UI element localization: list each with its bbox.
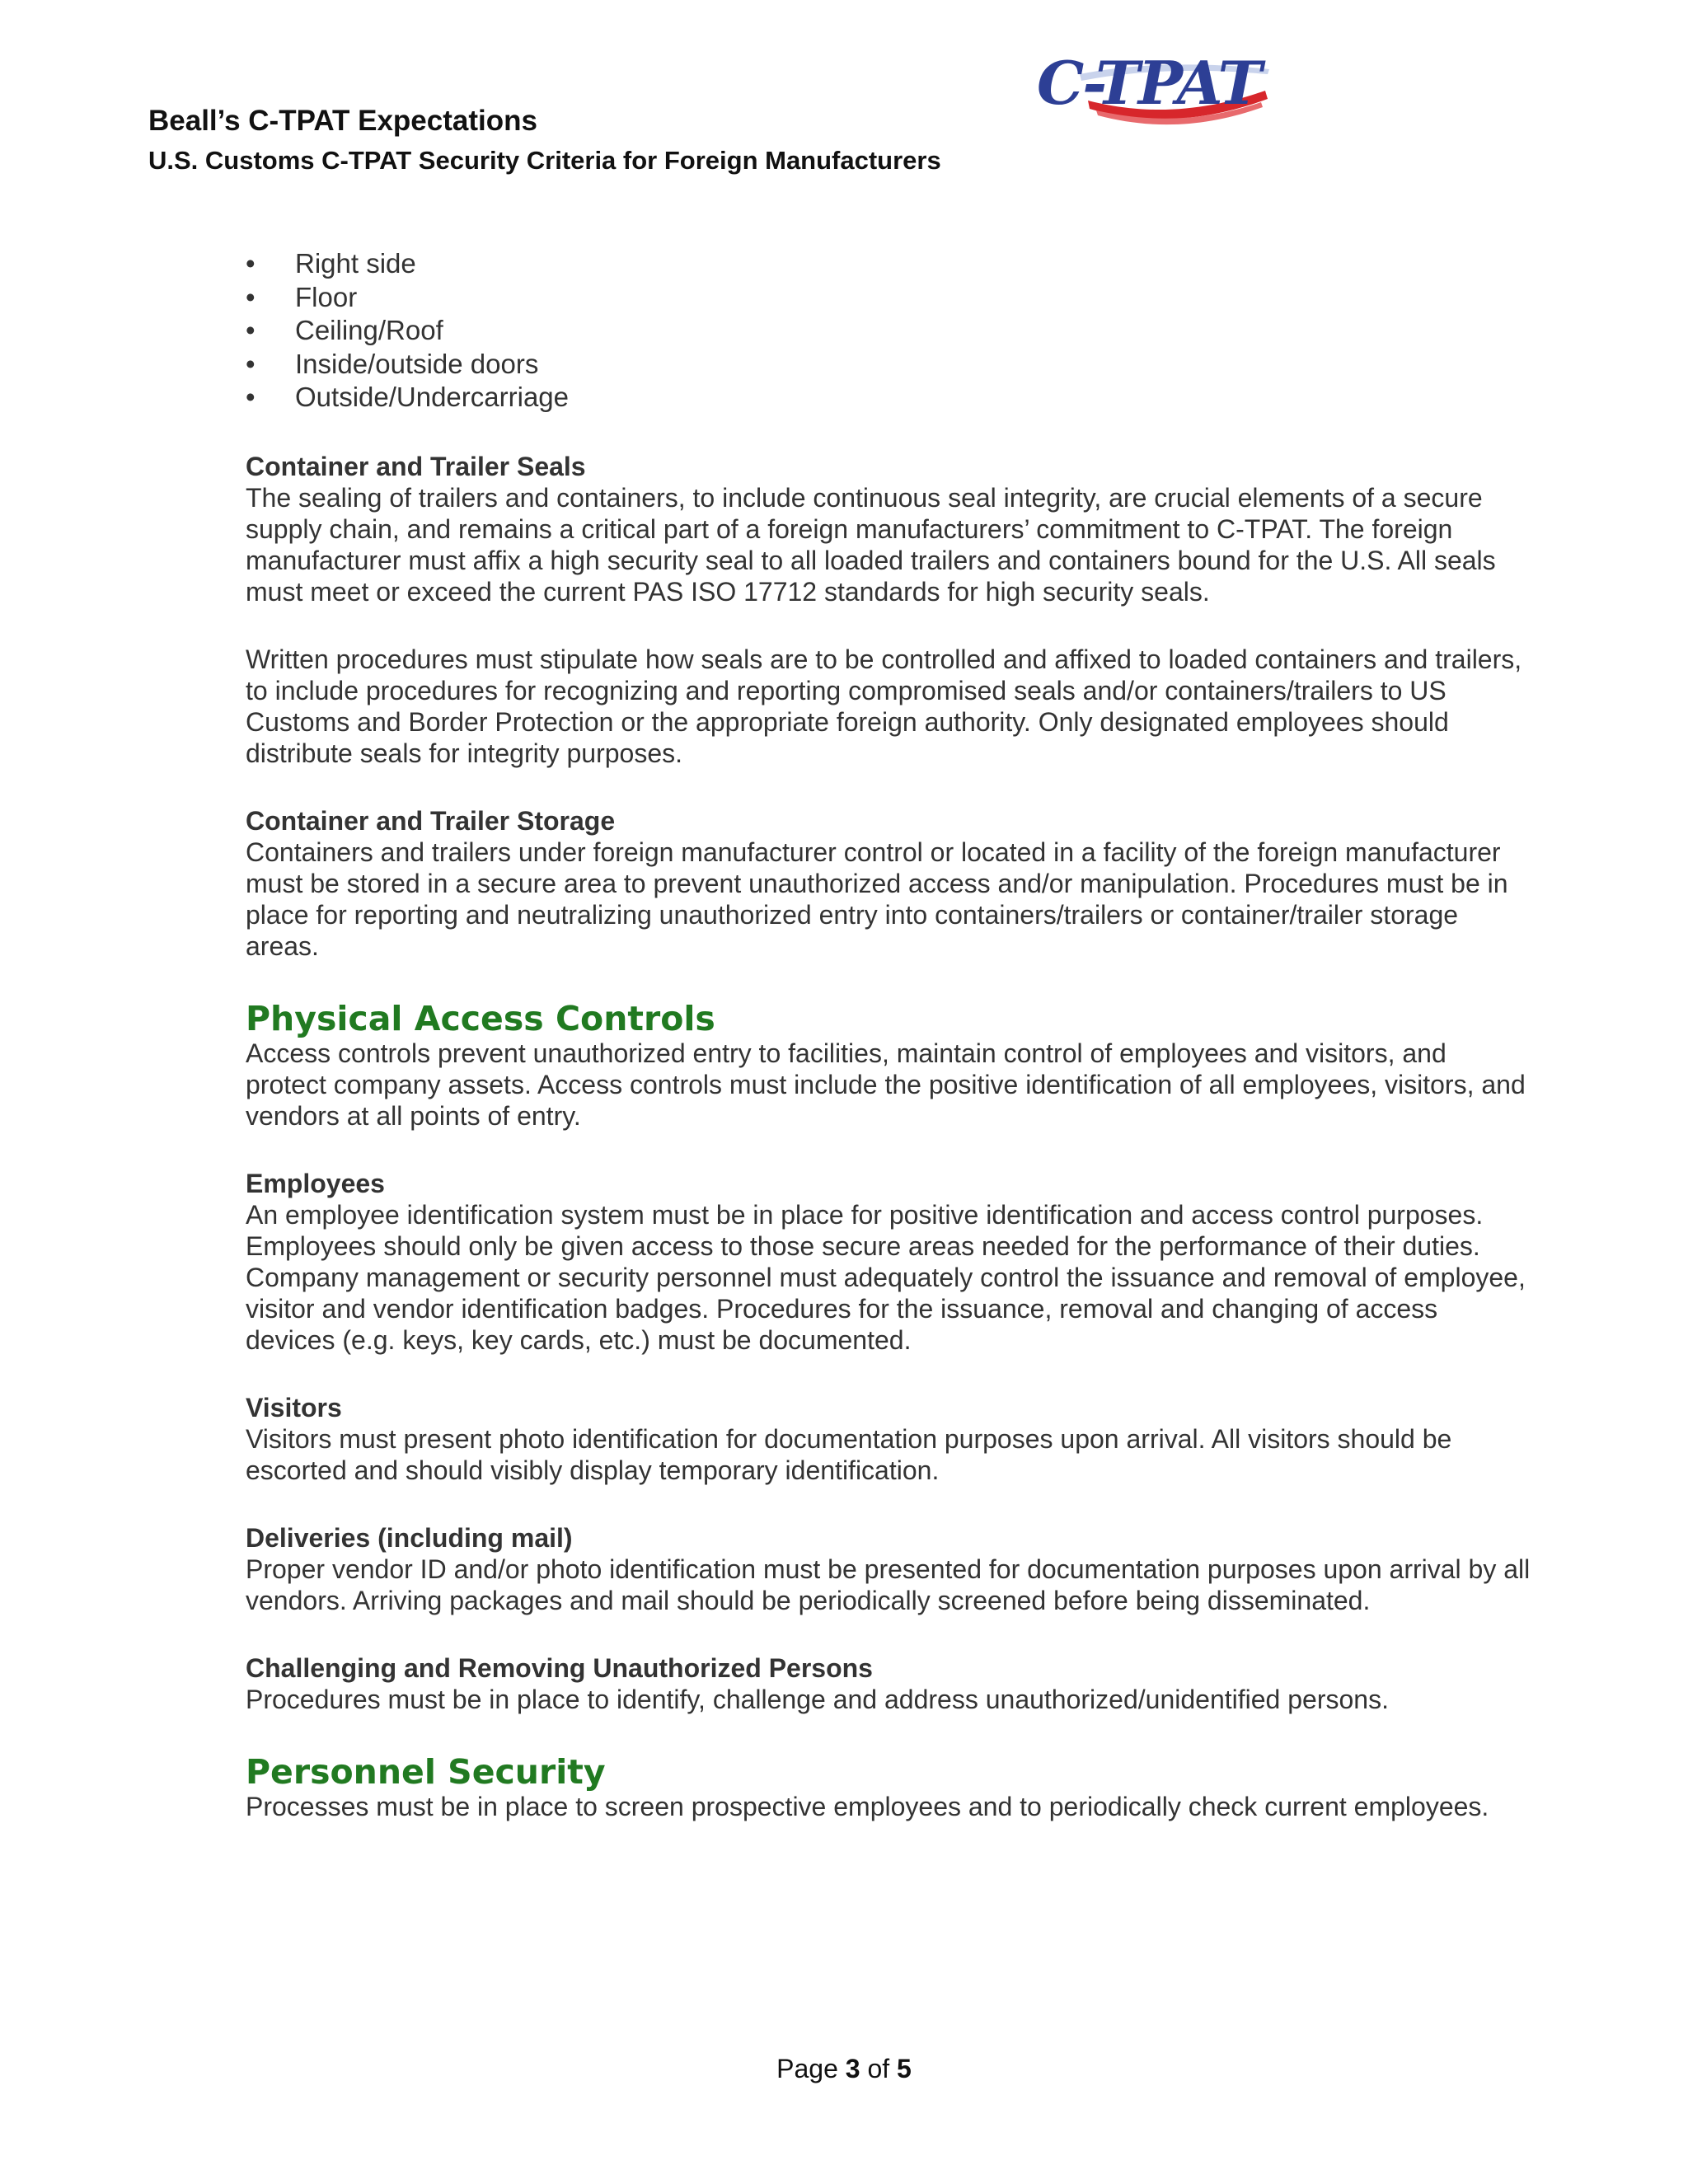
page-number: Page 3 of 5 (776, 2054, 912, 2083)
physical-access-heading: Physical Access Controls (246, 998, 715, 1038)
employees-paragraph: An employee identification system must be in place for positive identification and access control purposes. Employees should only be given access to those secure areas needed for the performance of their duties. Company management or security personnel must adequately control the issuance and removal of employee, visitor and vendor identification badges. Procedures for the issuance, removal and changing of access devices (e.g. keys, key cards, etc.) must be documented. (246, 1199, 1526, 1355)
physical-access-paragraph: Access controls prevent unauthorized entry to facilities, maintain control of employees and visitors, and protect company assets. Access controls must include the positive identification of all employees, visitors, and vendors at all points of entry. (246, 1038, 1526, 1131)
document-title: Beall’s C-TPAT Expectations (148, 105, 537, 137)
bullet-icon: • (246, 281, 256, 312)
challenging-heading: Challenging and Removing Unauthorized Persons (246, 1652, 873, 1683)
deliveries-heading: Deliveries (including mail) (246, 1522, 573, 1553)
bullet-icon: • (246, 348, 256, 379)
document-subtitle: U.S. Customs C-TPAT Security Criteria for Foreign Manufacturers (148, 146, 941, 175)
list-item: • Right side (246, 247, 1531, 281)
visitors-paragraph: Visitors must present photo identification for documentation purposes upon arrival. All visitors should be escorted and should visibly display temporary identification. (246, 1423, 1452, 1485)
seals-heading: Container and Trailer Seals (246, 451, 586, 481)
storage-heading: Container and Trailer Storage (246, 805, 616, 836)
seals-paragraph-2: Written procedures must stipulate how seals are to be controlled and affixed to loaded containers and trailers, to include procedures for recognizing and reporting compromised seals and/or containers/trailers to US Customs and Border Protection or the appropriate foreign authority. Only designated employees should distribute seals for integrity purposes. (246, 644, 1522, 768)
seals-paragraph-1: The sealing of trailers and containers, to include continuous seal integrity, are crucial elements of a secure supply chain, and remains a critical part of a foreign manufacturers’ commitment to C-TPAT. The foreign manufacturer must affix a high security seal to all loaded trailers and containers bound for the U.S. All seals must meet or exceed the current PAS ISO 17712 standards for high security seals. (246, 482, 1496, 607)
list-item: • Ceiling/Roof (246, 314, 1531, 348)
document-body (246, 247, 1531, 1822)
bullet-icon: • (246, 382, 256, 412)
list-item: • Inside/outside doors (246, 348, 1531, 382)
challenging-paragraph: Procedures must be in place to identify, challenge and address unauthorized/unidentified persons. (246, 1684, 1389, 1714)
list-item: • Outside/Undercarriage (246, 381, 1531, 415)
visitors-heading: Visitors (246, 1392, 342, 1422)
bullet-icon: • (246, 248, 256, 279)
logo-text: C-TPAT (1037, 49, 1261, 118)
bullet-icon: • (246, 315, 256, 345)
document-header (148, 103, 941, 179)
personnel-security-heading: Personnel Security (246, 1751, 606, 1792)
personnel-security-paragraph: Processes must be in place to screen prospective employees and to periodically check current employees. (246, 1791, 1489, 1821)
storage-paragraph: Containers and trailers under foreign manufacturer control or located in a facility of the foreign manufacturer must be stored in a secure area to prevent unauthorized access and/or manipulation. Procedures must be in place for reporting and neutralizing unauthorized entry into containers/trailers or container/trailer storage areas. (246, 837, 1508, 961)
deliveries-paragraph: Proper vendor ID and/or photo identification must be presented for documentation purposes upon arrival by all vendors. Arriving packages and mail should be periodically screened before being disseminated. (246, 1554, 1531, 1615)
list-item: • Floor (246, 281, 1531, 315)
employees-heading: Employees (246, 1168, 385, 1198)
inspection-list (246, 247, 1531, 415)
ctpat-logo-icon (1030, 49, 1278, 129)
